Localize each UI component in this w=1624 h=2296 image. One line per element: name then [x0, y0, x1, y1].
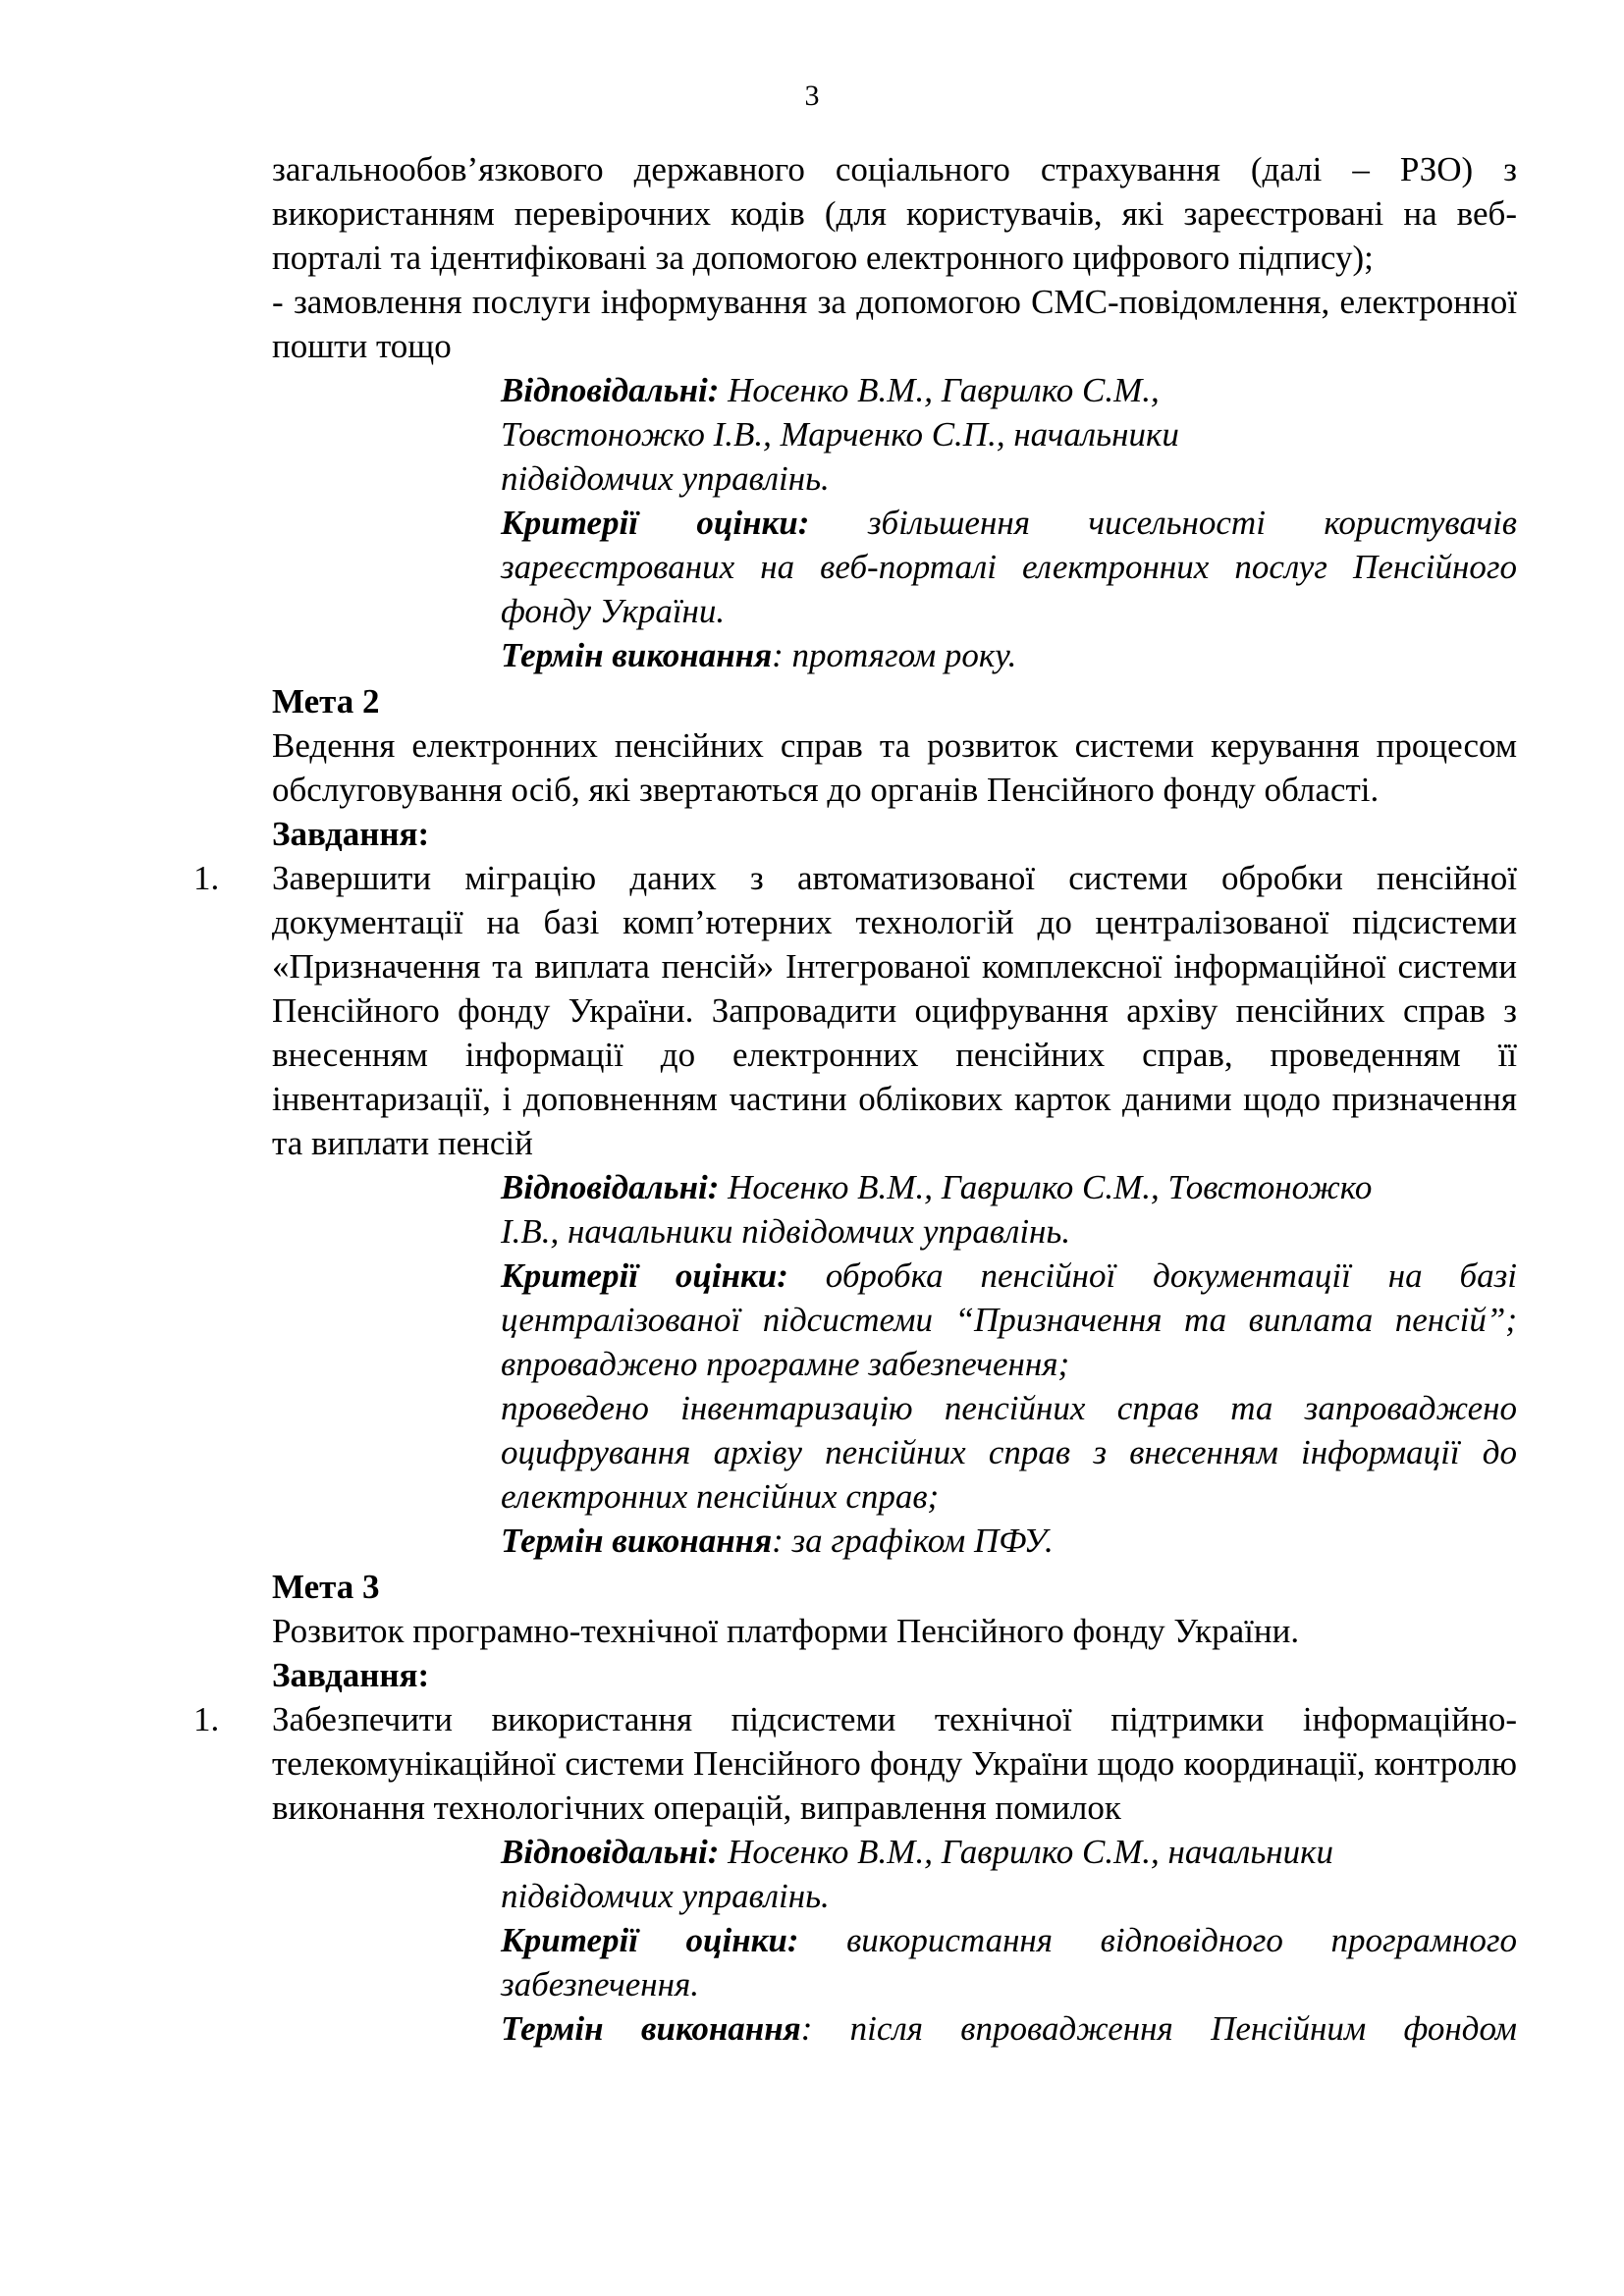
goal2-task-number: 1.	[193, 859, 220, 897]
document-body	[193, 147, 1518, 2051]
goal2-tasks-label: Завдання:	[272, 815, 430, 853]
term-text: : за графіком ПФУ.	[772, 1522, 1054, 1560]
goal2-responsible	[501, 1165, 1404, 1254]
intro-bullet: - замовлення послуги інформування за допомогою СМС-повідомлення, електронної пошти тощо	[272, 283, 1517, 365]
responsible-label: Відповідальні:	[501, 1168, 720, 1206]
goal3-title: Мета 3	[272, 1568, 380, 1606]
goal3-criteria	[501, 1918, 1517, 2006]
intro-term	[501, 633, 1517, 677]
criteria-text: збільшення чисельності користувачів зареєстрованих на веб-порталі електронних послуг Пенсійного фонду України.	[501, 504, 1517, 630]
goal2-task-text: Завершити міграцію даних з автоматизованої системи обробки пенсійної документації на базі комп’ютерних технологій до централізованої підсистеми «Призначення та виплата пенсій» Інтегрованої комплексної інформаційної системи Пенсійного фонду України. Запровадити оцифрування архіву пенсійних справ з внесенням інформації до електронних пенсійних справ, проведенням її інвентаризації, і доповненням частини облікових карток даними щодо призначення та виплати пенсій	[272, 859, 1517, 1162]
criteria-text: обробка пенсійної документації на базі централізованої підсистеми “Призначення та виплата пенсій”; впроваджено програмне забезпечення;	[501, 1256, 1517, 1383]
goal2-task-item	[193, 856, 1517, 1165]
goal3-task-text: Забезпечити використання підсистеми технічної підтримки інформаційно-телекомунікаційної системи Пенсійного фонду України щодо координації, контролю виконання технологічних операцій, виправлення помилок	[272, 1700, 1517, 1827]
term-label: Термін виконання	[501, 1522, 773, 1560]
goal2-description: Ведення електронних пенсійних справ та розвиток системи керування процесом обслуговування осіб, які звертаються до органів Пенсійного фонду області.	[272, 726, 1517, 809]
term-label: Термін виконання	[501, 636, 773, 674]
goal3-task-number: 1.	[193, 1700, 220, 1738]
goal2-criteria	[501, 1254, 1517, 1386]
responsible-text: Носенко В.М., Гаврилко С.М., начальники підвідомчих управлінь.	[501, 1833, 1334, 1915]
responsible-text: Носенко В.М., Гаврилко С.М., Товстоножко І.В., Марченко С.П., начальники підвідомчих управлінь.	[501, 371, 1179, 498]
term-label: Термін виконання	[501, 2009, 801, 2048]
intro-paragraph: загальнообов’язкового державного соціального страхування (далі – РЗО) з використанням перевірочних кодів (для користувачів, які зареєстровані на веб-порталі та ідентифіковані за допомогою електронного цифрового підпису);	[272, 150, 1517, 277]
goal3-term	[501, 2006, 1517, 2051]
responsible-label: Відповідальні:	[501, 371, 720, 409]
intro-responsible	[501, 368, 1306, 501]
intro-criteria	[501, 501, 1517, 633]
page-number: 3	[804, 80, 820, 112]
goal2-criteria-continued: проведено інвентаризацію пенсійних справ та запроваджено оцифрування архіву пенсійних справ з внесенням інформації до електронних пенсійних справ;	[501, 1389, 1517, 1516]
responsible-label: Відповідальні:	[501, 1833, 720, 1871]
term-text: : після впровадження Пенсійним фондом	[800, 2009, 1518, 2048]
goal2-term	[501, 1519, 1517, 1563]
term-text: : протягом року.	[772, 636, 1017, 674]
goal2-title: Мета 2	[272, 682, 380, 721]
goal3-description: Розвиток програмно-технічної платформи Пенсійного фонду України.	[272, 1612, 1300, 1650]
criteria-label: Критерії оцінки:	[501, 504, 810, 542]
goal3-responsible	[501, 1830, 1463, 1918]
criteria-label: Критерії оцінки:	[501, 1921, 799, 1959]
criteria-text: використання відповідного програмного забезпечення.	[501, 1921, 1517, 2003]
responsible-text: Носенко В.М., Гаврилко С.М., Товстоножко І.В., начальники підвідомчих управлінь.	[501, 1168, 1373, 1251]
goal3-tasks-label: Завдання:	[272, 1656, 430, 1694]
criteria-label: Критерії оцінки:	[501, 1256, 788, 1295]
goal3-task-item	[193, 1697, 1517, 1830]
